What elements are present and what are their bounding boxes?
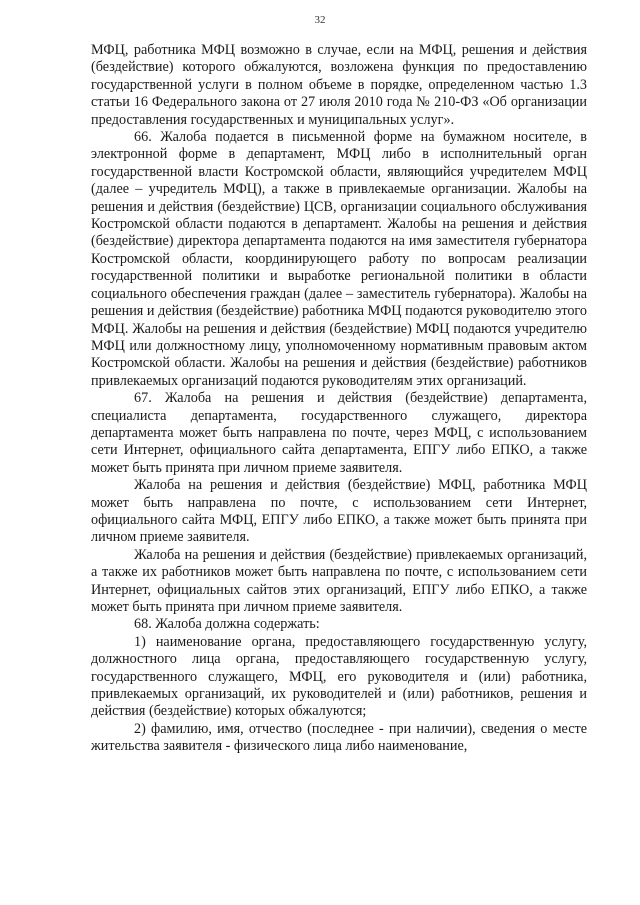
list-item-1: 1) наименование органа, предоставляющего государственную услугу, должностного лица органа, предоставляющего государственную услугу, государственного служащего, МФЦ, его руководителя и (или) работника, привлекаемых организаций, их руководителей и (или) работников, решения и действия (бездействие) которых обжалуются; [91,633,587,720]
paragraph-continuation: МФЦ, работника МФЦ возможно в случае, если на МФЦ, решения и действия (бездействие) которого обжалуются, возложена функция по предоставлению государственной услуги в полном объеме в порядке, определенном частью 1.3 статьи 16 Федерального закона от 27 июля 2010 года № 210-ФЗ «Об организации предоставления государственных и муниципальных услуг». [91,42,587,128]
page-number: 32 [314,14,326,26]
paragraph-organizations-complaint: Жалоба на решения и действия (бездействие) привлекаемых организаций, а также их работников может быть направлена по почте, с использованием сети Интернет, официальных сайтов этих организаций, ЕПГУ либо ЕПКО, а также может быть принята при личном приеме заявителя. [91,546,587,615]
paragraph-67: 67. Жалоба на решения и действия (бездействие) департамента, специалиста департамента, государственного служащего, директора департамента может быть направлена по почте, через МФЦ, с использованием сети Интернет, официального сайта департамента, ЕПГУ либо ЕПКО, а также может быть принята при личном приеме заявителя. [91,390,587,476]
paragraph-mfc-complaint: Жалоба на решения и действия (бездействие) МФЦ, работника МФЦ может быть направлена по почте, с использованием сети Интернет, официального сайта МФЦ, ЕПГУ либо ЕПКО, а также может быть принята при личном приеме заявителя. [91,477,587,546]
paragraph-68: 68. Жалоба должна содержать: [134,616,320,633]
paragraph-66: 66. Жалоба подается в письменной форме на бумажном носителе, в электронной форме в департамент, МФЦ либо в исполнительный орган государственной власти Костромской области, являющийся учредителем МФЦ (далее – учредитель МФЦ), а также в привлекаемые организации. Жалобы на решения и действия (бездействие) ЦСВ, организации социального обслуживания Костромской области подаются в департамент. Жалобы на решения и действия (бездействие) директора департамента подаются на имя заместителя губернатора Костромской области, координирующего работу по вопросам реализации государственной политики и выработке региональной политики в области социального обеспечения граждан (далее – заместитель губернатора). Жалобы на решения и действия (бездействие) работника МФЦ подаются руководителю этого МФЦ. Жалобы на решения и действия (бездействие) МФЦ подаются учредителю МФЦ или должностному лицу, уполномоченному нормативным правовым актом Костромской области. Жалобы на решения и действия (бездействие) работников привлекаемых организаций подаются руководителям этих организаций. [91,129,587,389]
list-item-2: 2) фамилию, имя, отчество (последнее - при наличии), сведения о месте жительства заявителя - физического лица либо наименование, [91,720,587,755]
document-body [91,42,587,756]
